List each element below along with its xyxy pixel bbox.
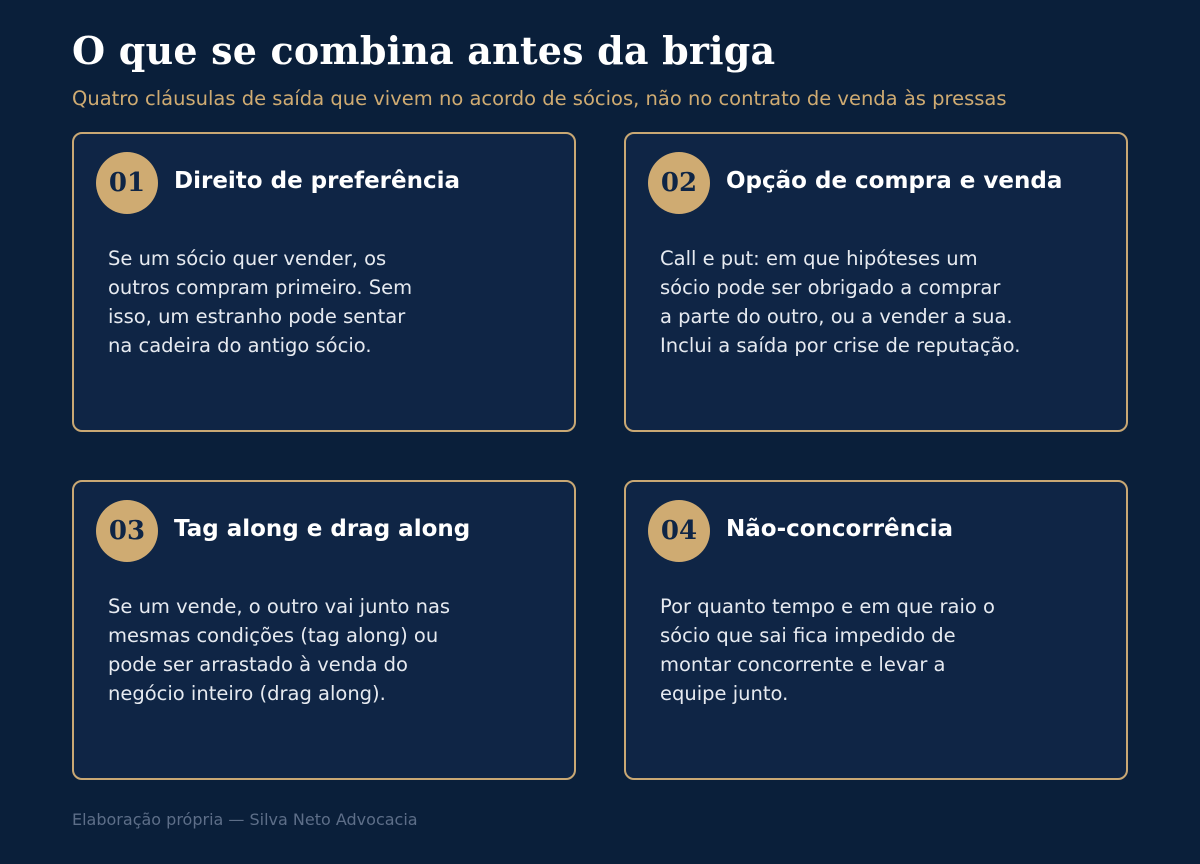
clause-card-tag-drag-along	[72, 480, 576, 780]
card-title: Direito de preferência	[174, 168, 461, 194]
number-badge: 01	[96, 152, 158, 214]
card-description	[108, 244, 550, 360]
description-line: outros compram primeiro. Sem	[108, 276, 413, 299]
card-description	[108, 592, 550, 708]
card-title: Não-concorrência	[726, 516, 954, 542]
description-line: montar concorrente e levar a	[660, 653, 946, 676]
description-line: Inclui a saída por crise de reputação.	[660, 334, 1021, 357]
description-line: isso, um estranho pode sentar	[108, 305, 406, 328]
description-line: Call e put: em que hipóteses um	[660, 247, 978, 270]
description-line: equipe junto.	[660, 682, 789, 705]
card-title: Opção de compra e venda	[726, 168, 1063, 194]
clause-card-buy-sell-option	[624, 132, 1128, 432]
description-line: pode ser arrastado à venda do	[108, 653, 408, 676]
clause-card-non-compete	[624, 480, 1128, 780]
description-line: Se um vende, o outro vai junto nas	[108, 595, 451, 618]
card-description	[660, 592, 1102, 708]
card-title: Tag along e drag along	[174, 516, 471, 542]
page-title: O que se combina antes da briga	[72, 28, 776, 73]
source-note: Elaboração própria — Silva Neto Advocacia	[72, 810, 418, 829]
description-line: Por quanto tempo e em que raio o	[660, 595, 995, 618]
page-subtitle: Quatro cláusulas de saída que vivem no acordo de sócios, não no contrato de venda às pressas	[72, 87, 1007, 110]
description-line: mesmas condições (tag along) ou	[108, 624, 439, 647]
description-line: negócio inteiro (drag along).	[108, 682, 386, 705]
description-line: sócio pode ser obrigado a comprar	[660, 276, 1001, 299]
card-description	[660, 244, 1102, 360]
number-badge: 02	[648, 152, 710, 214]
number-badge: 04	[648, 500, 710, 562]
clause-card-preference	[72, 132, 576, 432]
description-line: Se um sócio quer vender, os	[108, 247, 387, 270]
description-line: a parte do outro, ou a vender a sua.	[660, 305, 1013, 328]
number-badge: 03	[96, 500, 158, 562]
description-line: na cadeira do antigo sócio.	[108, 334, 372, 357]
description-line: sócio que sai fica impedido de	[660, 624, 956, 647]
